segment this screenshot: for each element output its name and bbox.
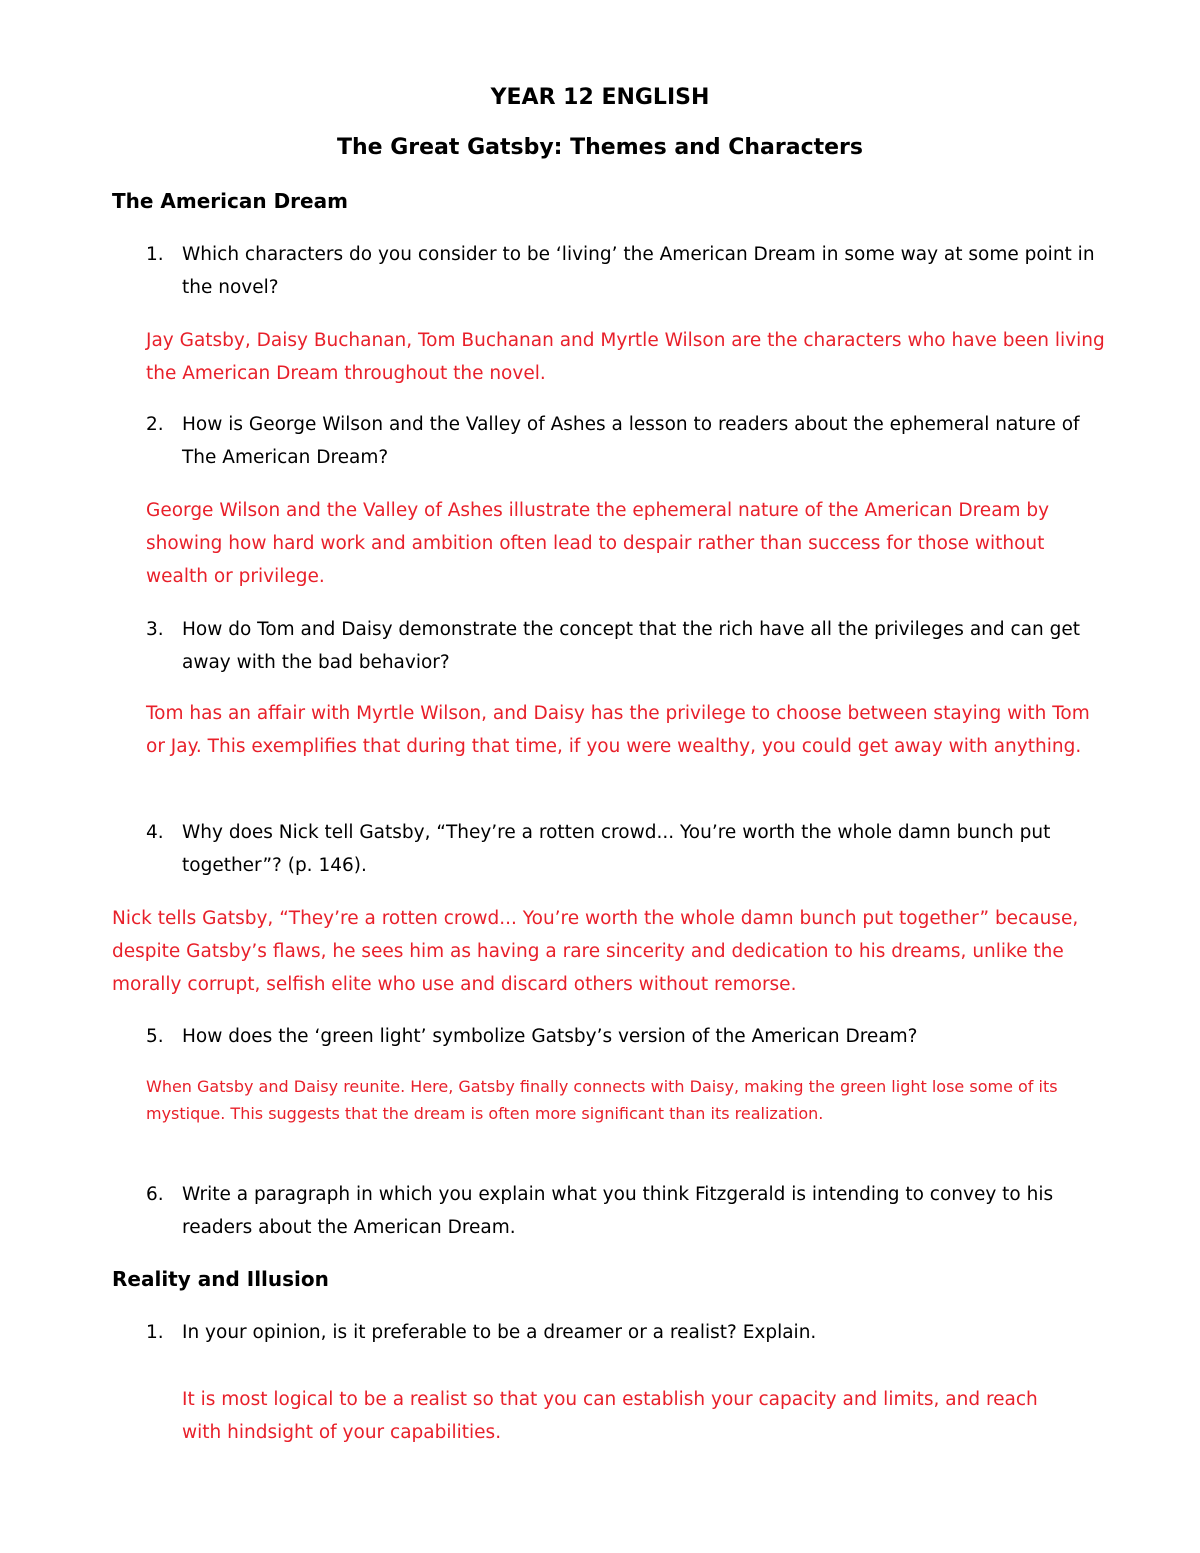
section-heading-american-dream: The American Dream <box>112 189 348 213</box>
question-item <box>146 238 1106 304</box>
question-item <box>146 408 1106 474</box>
question-number: 4. <box>146 822 164 843</box>
question-text: How does the ‘green light’ symbolize Gatsby’s version of the American Dream? <box>182 1026 918 1047</box>
question-item <box>146 613 1106 679</box>
question-number: 3. <box>146 619 164 640</box>
question-item <box>146 1316 1106 1349</box>
question-text: Which characters do you consider to be ‘living’ the American Dream in some way at some point in the novel? <box>182 244 1095 298</box>
question-item <box>146 1020 1106 1053</box>
answer-text: It is most logical to be a realist so that you can establish your capacity and limits, and reach with hindsight of your capabilities. <box>182 1389 1038 1443</box>
question-number: 1. <box>146 244 164 265</box>
answer-text: George Wilson and the Valley of Ashes illustrate the ephemeral nature of the American Dream by showing how hard work and ambition often lead to despair rather than success for those without wealth or privilege. <box>146 500 1050 587</box>
document-subtitle: The Great Gatsby: Themes and Characters <box>336 135 864 160</box>
answer-text: Tom has an affair with Myrtle Wilson, and Daisy has the privilege to choose between staying with Tom or Jay. This exemplifies that during that time, if you were wealthy, you could get away with anything. <box>146 703 1090 757</box>
question-number: 5. <box>146 1026 164 1047</box>
question-text: How is George Wilson and the Valley of Ashes a lesson to readers about the ephemeral nature of The American Dream? <box>182 414 1080 468</box>
section-heading-reality-illusion: Reality and Illusion <box>112 1267 329 1291</box>
document-title: YEAR 12 ENGLISH <box>490 85 710 110</box>
question-text: In your opinion, is it preferable to be a dreamer or a realist? Explain. <box>182 1322 817 1343</box>
answer-text: When Gatsby and Daisy reunite. Here, Gatsby finally connects with Daisy, making the green light lose some of its mystique. This suggests that the dream is often more significant than its realization. <box>146 1077 1058 1123</box>
question-number: 2. <box>146 414 164 435</box>
question-text: How do Tom and Daisy demonstrate the concept that the rich have all the privileges and can get away with the bad behavior? <box>182 619 1081 673</box>
question-text: Why does Nick tell Gatsby, “They’re a rotten crowd... You’re worth the whole damn bunch put together”? (p. 146). <box>182 822 1051 876</box>
question-number: 6. <box>146 1184 164 1205</box>
question-number: 1. <box>146 1322 164 1343</box>
question-text: Write a paragraph in which you explain what you think Fitzgerald is intending to convey to his readers about the American Dream. <box>182 1184 1054 1238</box>
question-item <box>146 816 1106 882</box>
question-item <box>146 1178 1106 1244</box>
answer-text: Jay Gatsby, Daisy Buchanan, Tom Buchanan and Myrtle Wilson are the characters who have been living the American Dream throughout the novel. <box>146 330 1105 384</box>
answer-text: Nick tells Gatsby, “They’re a rotten crowd... You’re worth the whole damn bunch put together” because, despite Gatsby’s flaws, he sees him as having a rare sincerity and dedication to his dreams, unlike the morally corrupt, selfish elite who use and discard others without remorse. <box>112 908 1079 995</box>
